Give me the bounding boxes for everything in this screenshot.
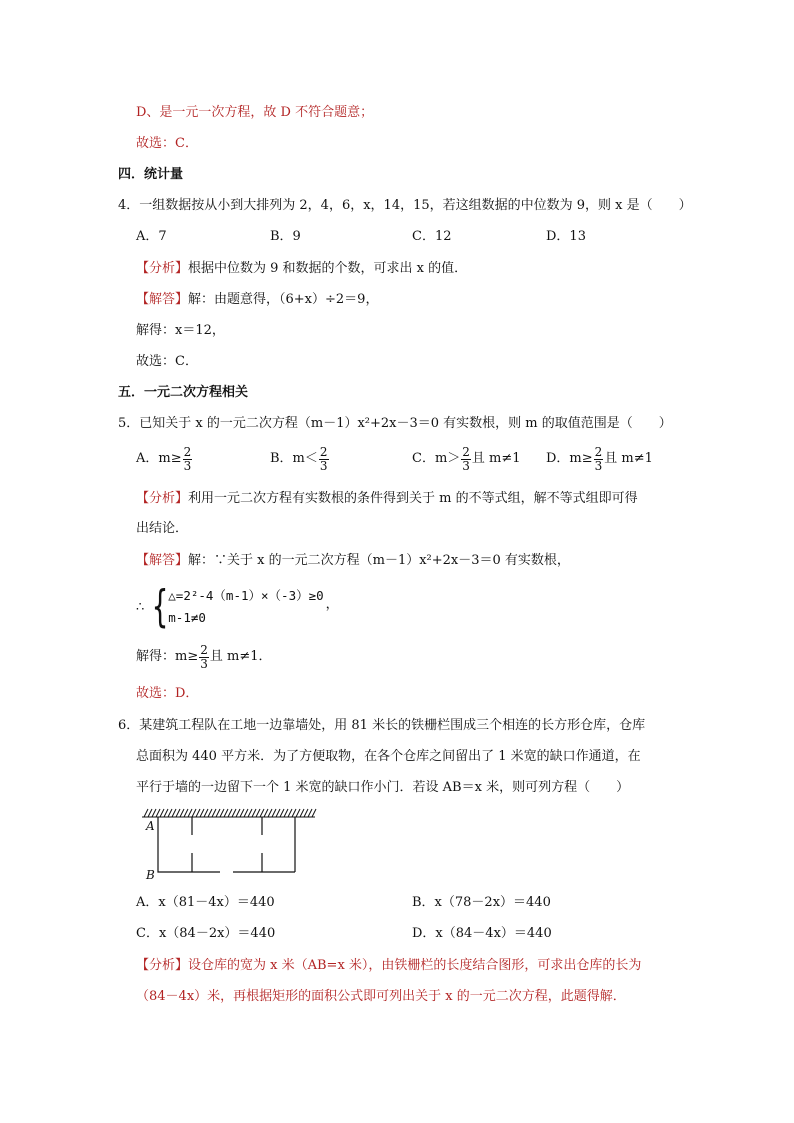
hatch-stroke bbox=[228, 809, 232, 817]
hatch-stroke bbox=[280, 809, 284, 817]
hatch-stroke bbox=[268, 809, 272, 817]
therefore-symbol: ∴ bbox=[136, 599, 145, 615]
q5-answer bbox=[136, 551, 570, 571]
hatch-stroke bbox=[160, 809, 164, 817]
q5-option-c bbox=[412, 441, 521, 477]
hatch-stroke bbox=[308, 809, 312, 817]
q4-choose: 故选：C． bbox=[136, 354, 198, 369]
q6-option-b: B．x（78－2x）＝440 bbox=[412, 895, 551, 910]
q5-analysis-line2: 出结论． bbox=[136, 521, 189, 536]
hatch-stroke bbox=[168, 809, 172, 817]
q6-analysis-line2: （84－4x）米，再根据矩形的面积公式即可列出关于 x 的一元二次方程，此题得解． bbox=[136, 989, 626, 1004]
q5-option-c-text: C．m＞ bbox=[412, 451, 461, 466]
q3-line-d: D、是一元一次方程，故 D 不符合题意； bbox=[136, 105, 374, 120]
hatch-stroke bbox=[212, 809, 216, 817]
hatch-stroke bbox=[260, 809, 264, 817]
fraction: $\frac{2}{3}$ bbox=[200, 642, 208, 671]
hatch-stroke bbox=[172, 809, 176, 817]
hatch-stroke bbox=[252, 809, 256, 817]
q5-option-a bbox=[136, 441, 193, 477]
answer-tag: 【解答】 bbox=[136, 553, 189, 568]
hatch-stroke bbox=[200, 809, 204, 817]
hatch-stroke bbox=[300, 809, 304, 817]
system-comma: ， bbox=[325, 596, 339, 612]
analysis-tag: 【分析】 bbox=[136, 958, 189, 973]
q5-option-d-text: D．m≥ bbox=[546, 451, 593, 466]
q4-solve: 解得：x＝12， bbox=[136, 323, 225, 338]
q5-option-d bbox=[546, 441, 653, 477]
q6-analysis-line1 bbox=[136, 956, 641, 976]
warehouse-outline bbox=[158, 817, 295, 872]
q5-option-d-suffix: 且 m≠1 bbox=[604, 451, 653, 466]
q5-option-c-suffix: 且 m≠1 bbox=[471, 451, 521, 466]
q4-answer bbox=[136, 290, 378, 310]
q6-option-a: A．x（81－4x）＝440 bbox=[136, 895, 275, 910]
q4-option-a: A．7 bbox=[136, 229, 167, 244]
hatch-stroke bbox=[188, 809, 192, 817]
q5-option-b-text: B．m＜ bbox=[270, 451, 318, 466]
fraction: $\frac{2}{3}$ bbox=[594, 444, 603, 473]
hatch-stroke bbox=[248, 809, 252, 817]
q6-stem-line3: 平行于墙的一边留下一个 1 米宽的缺口作小门．若设 AB＝x 米，则可列方程（ ） bbox=[136, 780, 630, 795]
hatch-stroke bbox=[292, 809, 296, 817]
warehouse-diagram bbox=[140, 805, 320, 885]
section5-title: 五．一元二次方程相关 bbox=[118, 385, 249, 400]
fraction: $\frac{2}{3}$ bbox=[183, 444, 192, 473]
hatch-stroke bbox=[208, 809, 212, 817]
analysis-tag: 【分析】 bbox=[136, 261, 189, 276]
fraction: $\frac{2}{3}$ bbox=[462, 444, 470, 473]
hatch-stroke bbox=[272, 809, 276, 817]
q5-option-a-text: A．m≥ bbox=[136, 451, 182, 466]
point-label-b: B bbox=[146, 868, 155, 882]
q5-solve-text: 解得：m≥ bbox=[136, 649, 199, 664]
q4-answer-text: 解：由题意得，（6+x）÷2＝9， bbox=[188, 292, 379, 307]
q6-analysis-text: 设仓库的宽为 x 米（AB=x 米），由铁栅栏的长度结合图形，可求出仓库的长为 bbox=[188, 958, 642, 973]
q6-stem-line1: 6．某建筑工程队在工地一边靠墙处，用 81 米长的铁栅栏围成三个相连的长方形仓库，仓库 bbox=[118, 718, 646, 733]
q4-stem: 4．一组数据按从小到大排列为 2，4，6，x，14，15，若这组数据的中位数为 9，则 x 是（ ） bbox=[118, 198, 692, 213]
left-brace-icon: { bbox=[151, 581, 169, 632]
hatch-stroke bbox=[276, 809, 280, 817]
wall-hatching bbox=[142, 809, 316, 817]
hatch-stroke bbox=[312, 809, 316, 817]
q5-analysis-line1 bbox=[136, 489, 638, 509]
q6-option-d: D．x（84－4x）＝440 bbox=[412, 926, 552, 941]
hatch-stroke bbox=[232, 809, 236, 817]
hatch-stroke bbox=[256, 809, 260, 817]
q6-option-c: C．x（84－2x）＝440 bbox=[136, 926, 276, 941]
hatch-stroke bbox=[264, 809, 268, 817]
analysis-tag: 【分析】 bbox=[136, 491, 189, 506]
q4-option-c: C．12 bbox=[412, 229, 452, 244]
q4-option-d: D．13 bbox=[546, 229, 586, 244]
hatch-stroke bbox=[184, 809, 188, 817]
q5-option-b bbox=[270, 441, 330, 477]
hatch-stroke bbox=[156, 809, 160, 817]
q5-solve-suffix: 且 m≠1． bbox=[209, 649, 272, 664]
section4-title: 四．统计量 bbox=[118, 167, 184, 182]
hatch-stroke bbox=[284, 809, 288, 817]
q5-choose: 故选：D． bbox=[136, 686, 199, 701]
hatch-stroke bbox=[220, 809, 224, 817]
hatch-stroke bbox=[296, 809, 300, 817]
hatch-stroke bbox=[180, 809, 184, 817]
q6-stem-line2: 总面积为 440 平方米．为了方便取物，在各个仓库之间留出了 1 米宽的缺口作通道，在 bbox=[136, 749, 641, 764]
hatch-stroke bbox=[164, 809, 168, 817]
hatch-stroke bbox=[216, 809, 220, 817]
q4-analysis-text: 根据中位数为 9 和数据的个数，可求出 x 的值． bbox=[188, 261, 468, 276]
hatch-stroke bbox=[288, 809, 292, 817]
hatch-stroke bbox=[192, 809, 196, 817]
system-line-1: △=2²-4（m-1）×（-3）≥0 bbox=[168, 588, 324, 603]
q3-choose: 故选：C． bbox=[136, 136, 198, 151]
hatch-stroke bbox=[204, 809, 208, 817]
hatch-stroke bbox=[176, 809, 180, 817]
hatch-stroke bbox=[236, 809, 240, 817]
point-label-a: A bbox=[146, 819, 155, 833]
answer-tag: 【解答】 bbox=[136, 292, 189, 307]
hatch-stroke bbox=[224, 809, 228, 817]
inequality-system bbox=[136, 581, 339, 632]
q4-analysis bbox=[136, 259, 467, 279]
hatch-stroke bbox=[304, 809, 308, 817]
q5-analysis-text: 利用一元二次方程有实数根的条件得到关于 m 的不等式组，解不等式组即可得 bbox=[188, 491, 638, 506]
q5-solve bbox=[136, 639, 272, 675]
q5-answer-text: 解：∵关于 x 的一元二次方程（m－1）x²+2x－3＝0 有实数根， bbox=[188, 553, 570, 568]
system-line-2: m-1≠0 bbox=[168, 610, 206, 625]
q5-stem: 5．已知关于 x 的一元二次方程（m－1）x²+2x－3＝0 有实数根，则 m 的取值范围是（ ） bbox=[118, 416, 672, 431]
hatch-stroke bbox=[240, 809, 244, 817]
fraction: $\frac{2}{3}$ bbox=[319, 444, 328, 473]
q4-option-b: B．9 bbox=[270, 229, 301, 244]
hatch-stroke bbox=[244, 809, 248, 817]
hatch-stroke bbox=[196, 809, 200, 817]
